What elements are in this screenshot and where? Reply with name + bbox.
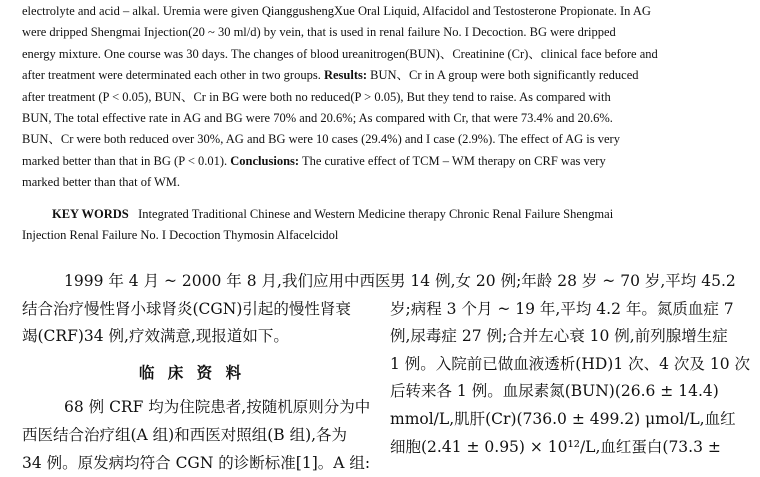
abstract-line: BUN、Cr were both reduced over 30%, AG and BG were 10 cases (29.4%) and I case (2.9%). The effect of AG is very xyxy=(22,132,620,147)
abstract-line: electrolyte and acid – alkal. Uremia were given QianggushengXue Oral Liquid, Alfacidol and Testosterone Propionate. In AG xyxy=(22,4,651,18)
abstract-line xyxy=(0,65,760,86)
abstract-line: energy mixture. One course was 30 days. The changes of blood ureanitrogen(BUN)、Creatinine (Cr)、clinical face before and xyxy=(22,46,658,61)
paragraph-line: mmol/L,肌肝(Cr)(736.0 ± 499.2) μmol/L,血红 xyxy=(390,409,736,428)
abstract-text: after treatment were determinated each other in two groups. xyxy=(22,68,321,83)
paragraph-line: 1 例。入院前已做血液透析(HD)1 次、4 次及 10 次 xyxy=(390,354,750,373)
abstract-text: BUN、Cr in A group were both significantly reduced xyxy=(367,68,639,83)
section-title: 临 床 资 料 xyxy=(138,362,246,382)
right-column xyxy=(390,268,750,461)
abstract-line: marked better than that of WM. xyxy=(22,175,181,190)
results-label: Results: xyxy=(323,68,368,83)
paragraph-line: 后转来各 1 例。血尿素氮(BUN)(26.6 ± 14.4) xyxy=(390,382,719,401)
keywords-line xyxy=(0,204,760,225)
keywords-text: Integrated Traditional Chinese and Western Medicine therapy Chronic Renal Failure Shengmai xyxy=(138,207,614,221)
paragraph-line: 岁;病程 3 个月 ~ 19 年,平均 4.2 年。氮质血症 7 xyxy=(390,299,734,318)
paragraph-line: 68 例 CRF 均为住院患者,按随机原则分为中 xyxy=(64,398,371,417)
abstract-section xyxy=(0,1,760,194)
paragraph-line: 竭(CRF)34 例,疗效满意,现报道如下。 xyxy=(22,327,289,346)
paragraph-line: 细胞(2.41 ± 0.95) × 10¹²/L,血红蛋白(73.3 ± xyxy=(390,437,721,456)
abstract-line: after treatment (P < 0.05), BUN、Cr in BG were both no reduced(P > 0.05), But they tend to raise. As compared with xyxy=(22,89,611,104)
keywords-label: KEY WORDS xyxy=(52,207,129,221)
conclusions-label: Conclusions: xyxy=(230,153,300,168)
paragraph-line: 例,尿毒症 27 例;合并左心衰 10 例,前列腺增生症 xyxy=(390,327,728,346)
abstract-line: were dripped Shengmai Injection(20 ~ 30 ml/d) by vein, that is used in renal failure No. I Decoction. BG were dripped xyxy=(22,25,616,40)
abstract-line xyxy=(0,151,760,172)
abstract-text: marked better than that in BG (P < 0.01). xyxy=(22,153,228,168)
abstract-line: BUN, The total effective rate in AG and BG were 70% and 20.6%; As compared with Cr, that were 73.4% and 20.6%. xyxy=(22,111,613,126)
keywords-section xyxy=(0,204,760,247)
paragraph-line: 西医结合治疗组(A 组)和西医对照组(B 组),各为 xyxy=(22,425,348,444)
paragraph-line: 结合治疗慢性肾小球肾炎(CGN)引起的慢性肾衰 xyxy=(22,299,351,318)
paragraph-line: 1999 年 4 月 ~ 2000 年 8 月,我们应用中西医 xyxy=(64,272,391,290)
abstract-text: The curative effect of TCM – WM therapy on CRF was very xyxy=(299,153,606,168)
left-column xyxy=(22,268,391,477)
paragraph-line: 男 14 例,女 20 例;年龄 28 岁 ~ 70 岁,平均 45.2 xyxy=(390,272,736,290)
paragraph-line: 34 例。原发病均符合 CGN 的诊断标准[1]。A 组: xyxy=(22,453,371,472)
keywords-line: Injection Renal Failure No. I Decoction Thymosin Alfacelcidol xyxy=(22,228,339,243)
